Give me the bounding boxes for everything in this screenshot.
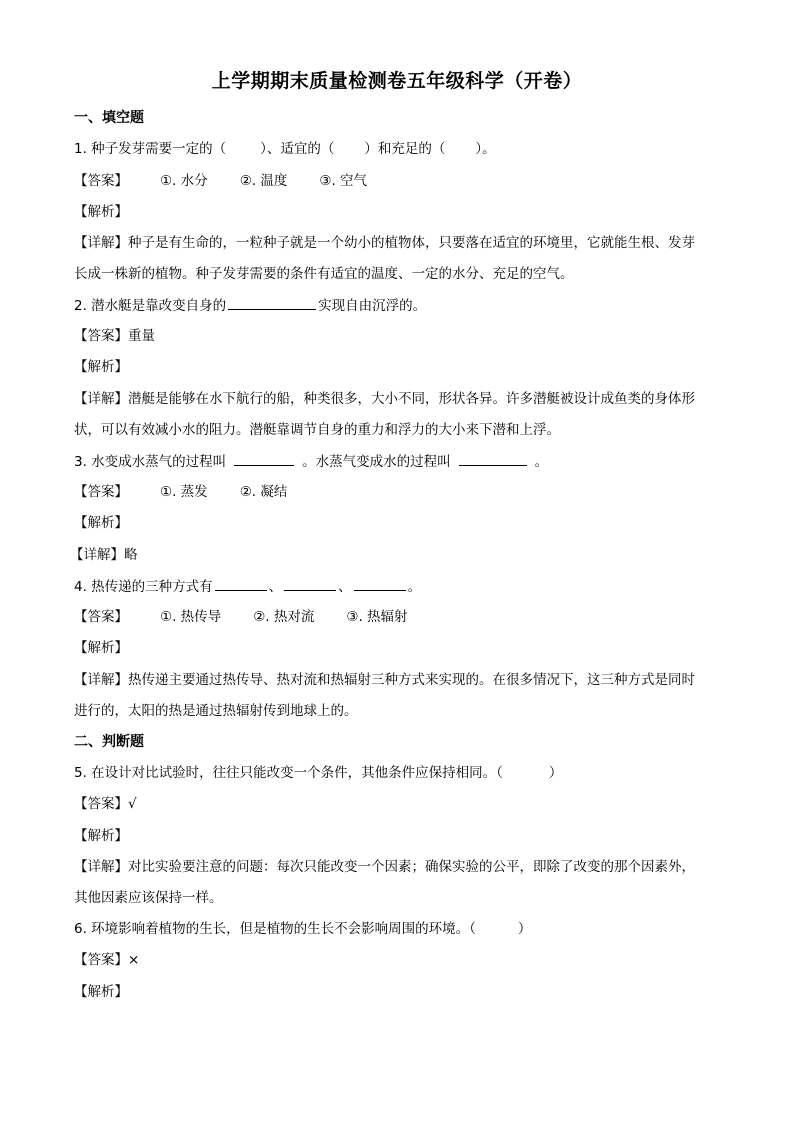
question-1-stem: ）、适宜的（ (260, 141, 335, 157)
question-1-stem: ）。 (475, 141, 496, 157)
question-1 (74, 139, 722, 159)
question-4-stem: 。 (407, 579, 422, 595)
answer-4 (74, 607, 722, 627)
answer-5 (74, 794, 722, 814)
answer-item: ②. 温度 (239, 173, 288, 189)
answer-item: ②. 凝结 (239, 484, 288, 500)
separator: 、 (268, 579, 283, 595)
detail-1-line-1 (74, 233, 722, 253)
detail-text: 略 (124, 547, 138, 563)
detail-text: 热传递主要通过热传导、热对流和热辐射三种方式来实现的。在很多情况下，这三种方式是同时 (128, 672, 695, 688)
question-2 (74, 295, 722, 316)
answer-item: ①. 蒸发 (160, 484, 208, 500)
detail-4-line-2: 进行的，太阳的热是通过热辐射传到地球上的。 (74, 703, 358, 719)
answer-item: ③. 空气 (319, 173, 368, 189)
section-heading-fill: 一、填空题 (74, 110, 144, 126)
answer-blank (354, 576, 406, 591)
detail-text: 潜艇是能够在水下航行的船，种类很多，大小不同，形状各异。许多潜艇被设计成鱼类的身体形 (128, 391, 695, 407)
question-2-stem: 2. 潜水艇是靠改变自身的 (74, 298, 227, 314)
analysis-label: 【解析】 (74, 359, 128, 375)
answer-2 (74, 326, 722, 346)
answer-label: 【答案】 (74, 796, 128, 812)
page-title: 上学期期末质量检测卷五年级科学（开卷） (211, 70, 583, 92)
detail-3 (70, 545, 722, 565)
analysis-label: 【解析】 (74, 828, 128, 844)
analysis-label: 【解析】 (74, 204, 128, 220)
section-heading-judge: 二、判断题 (74, 734, 144, 750)
detail-label: 【详解】 (74, 391, 128, 407)
analysis-label: 【解析】 (74, 640, 128, 656)
detail-label: 【详解】 (70, 547, 124, 563)
answer-item: ①. 水分 (160, 173, 208, 189)
answer-blank (459, 451, 527, 466)
question-3-stem: 。 (534, 454, 549, 470)
answer-label: 【答案】 (74, 173, 128, 189)
detail-text: 种子是有生命的，一粒种子就是一个幼小的植物体，只要落在适宜的环境里，它就能生根、发芽 (128, 235, 695, 251)
analysis-label: 【解析】 (74, 984, 128, 1000)
detail-4-line-1 (74, 670, 722, 690)
question-5-stem: 5. 在设计对比试验时，往往只能改变一个条件，其他条件应保持相同。（ (74, 765, 503, 781)
answer-label: 【答案】 (74, 952, 128, 968)
question-3 (74, 451, 722, 472)
question-5 (74, 763, 722, 783)
answer-item: × (128, 952, 140, 968)
detail-label: 【详解】 (74, 859, 128, 875)
question-1-stem: ）和充足的（ (364, 141, 446, 157)
answer-item: ③. 热辐射 (346, 609, 408, 625)
answer-label: 【答案】 (74, 609, 128, 625)
answer-blank (284, 576, 336, 591)
separator: 、 (338, 579, 352, 595)
detail-label: 【详解】 (74, 672, 128, 688)
answer-item: 重量 (128, 328, 155, 344)
question-3-stem: 。水蒸气变成水的过程叫 (302, 454, 451, 470)
question-4 (74, 576, 722, 597)
answer-blank (228, 295, 316, 310)
detail-2-line-1 (74, 389, 722, 409)
question-5-stem: ） (548, 765, 563, 781)
detail-5-line-1 (74, 857, 722, 877)
detail-2-line-2: 状，可以有效减小水的阻力。潜艇靠调节自身的重力和浮力的大小来下潜和上浮。 (74, 422, 560, 438)
answer-6 (74, 950, 722, 970)
question-6-stem: ） (517, 921, 532, 937)
answer-item: √ (128, 796, 137, 812)
answer-1 (74, 171, 722, 191)
answer-label: 【答案】 (74, 328, 128, 344)
question-1-stem: 1. 种子发芽需要一定的（ (74, 141, 227, 157)
detail-label: 【详解】 (74, 235, 128, 251)
question-2-stem: 实现自由沉浮的。 (318, 298, 427, 314)
answer-item: ①. 热传导 (160, 609, 222, 625)
question-4-stem: 4. 热传递的三种方式有 (74, 579, 213, 595)
answer-3 (74, 482, 722, 502)
detail-5-line-2: 其他因素应该保持一样。 (74, 890, 223, 906)
detail-1-line-2: 长成一株新的植物。种子发芽需要的条件有适宜的温度、一定的水分、充足的空气。 (74, 266, 574, 282)
question-6 (74, 919, 722, 939)
question-3-stem: 3. 水变成水蒸气的过程叫 (74, 454, 227, 470)
question-6-stem: 6. 环境影响着植物的生长，但是植物的生长不会影响周围的环境。（ (74, 921, 476, 937)
detail-text: 对比实验要注意的问题：每次只能改变一个因素；确保实验的公平，即除了改变的那个因素外， (128, 859, 695, 875)
answer-blank (215, 576, 267, 591)
analysis-label: 【解析】 (74, 515, 128, 531)
answer-blank (234, 451, 294, 466)
answer-label: 【答案】 (74, 484, 128, 500)
answer-item: ②. 热对流 (253, 609, 315, 625)
